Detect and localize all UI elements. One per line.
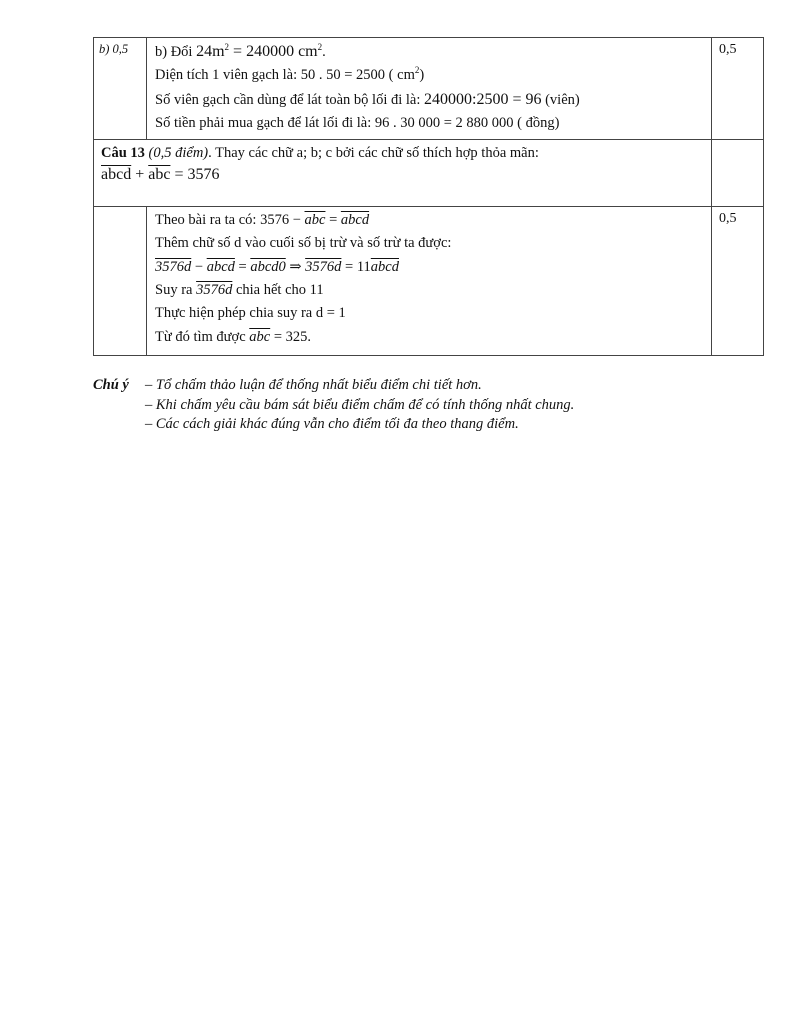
table-row xyxy=(94,207,764,356)
solution-line: Thực hiện phép chia suy ra d = 1 xyxy=(155,305,346,322)
table-row xyxy=(94,38,764,140)
score-cell: 0,5 xyxy=(712,38,764,140)
question-13 xyxy=(94,140,712,207)
solution-line: Số tiền phải mua gạch để lát lối đi là: 96 . 30 000 = 2 880 000 ( đồng) xyxy=(155,114,560,131)
part-b-solution xyxy=(147,38,712,140)
question-title: Câu 13 xyxy=(101,145,145,162)
solution-line: Theo bài ra ta có: $3576 - \overline{abc}$ = abcd xyxy=(155,212,370,229)
question-equation: abcd + $\overline{abc} = 3576$ xyxy=(101,166,220,184)
part-label xyxy=(94,207,147,356)
note-line: Chú ý – Tổ chấm thảo luận để thống nhất biểu điểm chi tiết hơn. xyxy=(93,376,574,396)
table-row xyxy=(94,140,764,207)
grading-notes xyxy=(93,376,574,435)
answer-table xyxy=(93,37,764,356)
note-line: – Khi chấm yêu cầu bám sát biểu điểm chấm để có tính thống nhất chung. xyxy=(145,396,575,413)
notes-label: Chú ý xyxy=(93,377,129,393)
solution-line: b) Đổi $24m^2 = 240000$ $cm^2$. xyxy=(155,42,326,60)
solution-line: Diện tích 1 viên gạch là: 50 . 50 = 2500 ( $cm^2$) xyxy=(155,65,425,84)
part-label: b) 0,5 xyxy=(94,38,147,140)
solution-line: Số viên gạch cần dùng để lát toàn bộ lối đi là: 240000:2500 = 96 (viên) xyxy=(155,90,580,108)
solution-line: 3576d − abcd = abcd0 ⇒ 3576d = 11abcd xyxy=(155,258,399,275)
question-13-solution xyxy=(147,207,712,356)
solution-line: Suy ra 3576d chia hết cho 11 xyxy=(155,282,324,299)
note-line: – Các cách giải khác đúng vẫn cho điểm tối đa theo thang điểm. xyxy=(145,416,519,432)
solution-line: Từ đó tìm được $\overline{abc} = 325$. xyxy=(155,328,312,345)
score-cell: 0,5 xyxy=(712,207,764,356)
score-cell xyxy=(712,140,764,207)
question-line: Câu 13 (0,5 điểm). Thay các chữ a; b; c bởi các chữ số thích hợp thỏa mãn: xyxy=(101,145,539,162)
solution-line: Thêm chữ số d vào cuối số bị trừ và số trừ ta được: xyxy=(155,235,452,252)
